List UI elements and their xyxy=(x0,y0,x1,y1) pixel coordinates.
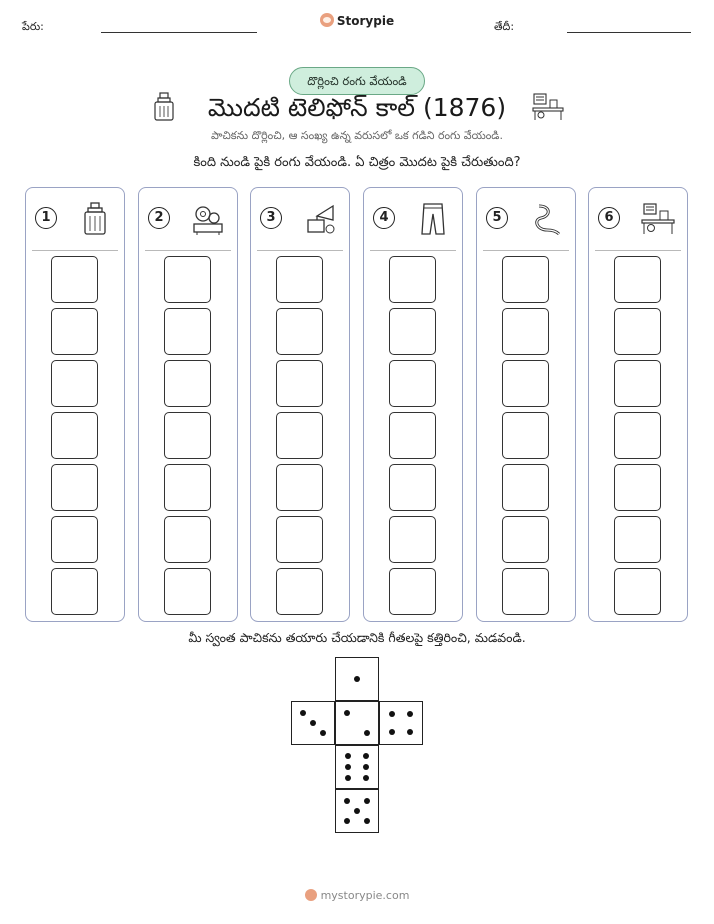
die-pip xyxy=(364,730,370,736)
column-divider xyxy=(32,250,118,251)
die-pip xyxy=(389,711,395,717)
color-box[interactable] xyxy=(164,464,211,511)
color-box[interactable] xyxy=(502,256,549,303)
column-divider xyxy=(145,250,231,251)
die-face-2 xyxy=(335,701,379,745)
color-box[interactable] xyxy=(276,412,323,459)
color-box[interactable] xyxy=(614,464,661,511)
color-box[interactable] xyxy=(164,308,211,355)
column-number: 1 xyxy=(35,207,57,229)
color-box[interactable] xyxy=(389,516,436,563)
die-pip xyxy=(344,798,350,804)
die-pip xyxy=(363,775,369,781)
column-number: 6 xyxy=(598,207,620,229)
color-box[interactable] xyxy=(164,412,211,459)
date-line[interactable] xyxy=(567,32,691,33)
color-box[interactable] xyxy=(389,256,436,303)
column-number: 2 xyxy=(148,207,170,229)
workbench-title-icon xyxy=(531,92,565,122)
die-pip xyxy=(300,710,306,716)
cut-instruction: మీ స్వంత పాచికను తయారు చేయడానికి గీతలపై కత్తిరించి, మడవండి. xyxy=(188,630,526,645)
color-box[interactable] xyxy=(502,464,549,511)
color-box[interactable] xyxy=(276,360,323,407)
color-box[interactable] xyxy=(51,256,98,303)
wire-coil-icon xyxy=(529,202,563,236)
die-pip xyxy=(344,710,350,716)
color-box[interactable] xyxy=(276,568,323,615)
column-divider xyxy=(257,250,343,251)
die-pip xyxy=(389,729,395,735)
color-box[interactable] xyxy=(276,308,323,355)
color-box[interactable] xyxy=(614,516,661,563)
column-number: 4 xyxy=(373,207,395,229)
date-label: తేదీ: xyxy=(494,20,515,33)
brand-name: Storypie xyxy=(336,14,395,28)
die-pip xyxy=(345,764,351,770)
color-box[interactable] xyxy=(389,464,436,511)
die-pip xyxy=(320,730,326,736)
die-pip xyxy=(344,818,350,824)
subtitle: పాచికను దొర్లించి, ఆ సంఖ్య ఉన్న వరుసలో ఒక గడిని రంగు వేయండి. xyxy=(211,129,503,142)
color-box[interactable] xyxy=(502,360,549,407)
color-box[interactable] xyxy=(164,516,211,563)
column-divider xyxy=(483,250,569,251)
name-line[interactable] xyxy=(101,32,257,33)
color-box[interactable] xyxy=(51,464,98,511)
brand-logo xyxy=(0,13,714,28)
trousers-icon xyxy=(416,202,450,236)
color-box[interactable] xyxy=(276,464,323,511)
color-box[interactable] xyxy=(502,568,549,615)
color-box[interactable] xyxy=(164,256,211,303)
workbench-icon xyxy=(641,202,675,236)
color-box[interactable] xyxy=(614,308,661,355)
race-column-6 xyxy=(588,187,688,622)
race-column-5 xyxy=(476,187,576,622)
die-pip xyxy=(363,764,369,770)
color-box[interactable] xyxy=(276,256,323,303)
column-divider xyxy=(370,250,456,251)
perfume-bottle-title-icon xyxy=(152,92,176,122)
die-face-5 xyxy=(335,789,379,833)
gears-machine-icon xyxy=(191,202,225,236)
color-box[interactable] xyxy=(614,256,661,303)
page-title-text: మొదటి టెలిఫోన్ కాల్ (1876) xyxy=(207,93,507,122)
die-face-4 xyxy=(379,701,423,745)
race-column-4 xyxy=(363,187,463,622)
die-pip xyxy=(345,753,351,759)
die-pip xyxy=(364,818,370,824)
column-number: 5 xyxy=(486,207,508,229)
footer-url[interactable]: mystorypie.com xyxy=(320,889,410,902)
color-box[interactable] xyxy=(389,360,436,407)
column-divider xyxy=(595,250,681,251)
race-column-2 xyxy=(138,187,238,622)
die-face-3 xyxy=(291,701,335,745)
color-box[interactable] xyxy=(614,412,661,459)
instruction: కింది నుండి పైకి రంగు వేయండి. ఏ చిత్రం మొదట పైకి చేరుతుంది? xyxy=(193,155,521,170)
die-pip xyxy=(364,798,370,804)
gramophone-icon xyxy=(303,202,337,236)
color-box[interactable] xyxy=(51,308,98,355)
storypie-logo-icon xyxy=(320,13,334,27)
page-title xyxy=(0,93,714,129)
column-number: 3 xyxy=(260,207,282,229)
color-box[interactable] xyxy=(164,360,211,407)
color-box[interactable] xyxy=(51,360,98,407)
race-column-1 xyxy=(25,187,125,622)
color-box[interactable] xyxy=(389,308,436,355)
color-box[interactable] xyxy=(614,568,661,615)
die-pip xyxy=(345,775,351,781)
die-pip xyxy=(354,808,360,814)
name-label: పేరు: xyxy=(22,20,44,33)
storypie-logo-icon xyxy=(305,889,317,901)
race-column-3 xyxy=(250,187,350,622)
die-face-6 xyxy=(335,745,379,789)
color-box[interactable] xyxy=(614,360,661,407)
die-pip xyxy=(310,720,316,726)
perfume-bottle-icon xyxy=(78,202,112,236)
color-box[interactable] xyxy=(502,516,549,563)
color-box[interactable] xyxy=(276,516,323,563)
color-box[interactable] xyxy=(502,412,549,459)
die-pip xyxy=(407,729,413,735)
activity-pill: దొర్లించి రంగు వేయండి xyxy=(289,67,425,95)
die-pip xyxy=(363,753,369,759)
die-face-1 xyxy=(335,657,379,701)
color-box[interactable] xyxy=(51,516,98,563)
color-box[interactable] xyxy=(51,568,98,615)
die-pip xyxy=(354,676,360,682)
color-box[interactable] xyxy=(389,412,436,459)
footer xyxy=(0,889,714,902)
color-box[interactable] xyxy=(51,412,98,459)
color-box[interactable] xyxy=(164,568,211,615)
color-box[interactable] xyxy=(502,308,549,355)
die-pip xyxy=(407,711,413,717)
color-box[interactable] xyxy=(389,568,436,615)
